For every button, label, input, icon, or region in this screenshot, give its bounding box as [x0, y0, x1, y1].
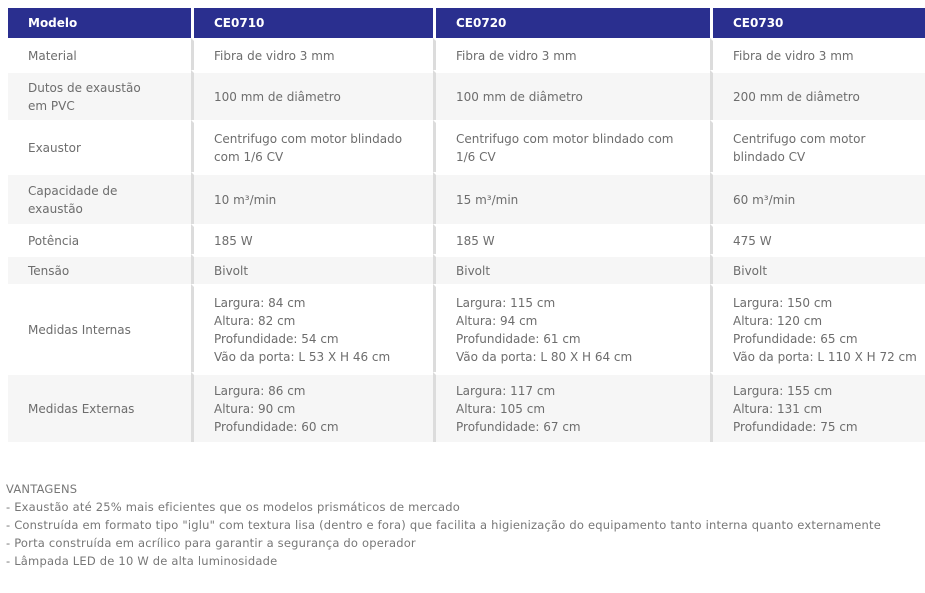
cell-line: Fibra de vidro 3 mm [733, 48, 854, 63]
cell-line: Profundidade: 65 cm [733, 331, 858, 346]
cell-value [710, 372, 925, 442]
cell-line: 15 m³/min [456, 192, 519, 207]
cell-line: Centrifugo com motor blindado com 1/6 CV [456, 131, 674, 164]
cell-value [433, 284, 710, 372]
cell-value [191, 254, 433, 284]
cell-line: Altura: 90 cm [214, 401, 296, 416]
cell-line: Altura: 105 cm [456, 401, 546, 416]
table-header-row [8, 8, 925, 38]
table-row [8, 284, 925, 372]
cell-value [191, 70, 433, 120]
row-label: Tensão [8, 254, 191, 284]
table-row [8, 38, 925, 70]
cell-value [710, 254, 925, 284]
table-row [8, 70, 925, 120]
cell-line: Vão da porta: L 110 X H 72 cm [733, 349, 917, 364]
cell-value [191, 172, 433, 224]
cell-line: Fibra de vidro 3 mm [456, 48, 577, 63]
cell-value [191, 284, 433, 372]
cell-value [433, 120, 710, 172]
table-row [8, 120, 925, 172]
specifications-table [8, 8, 925, 442]
cell-line: Bivolt [214, 263, 249, 278]
table-row [8, 172, 925, 224]
cell-line: 200 mm de diâmetro [733, 89, 860, 104]
row-label: Potência [8, 224, 191, 254]
header-ce0720: CE0720 [433, 8, 710, 38]
cell-line: Altura: 82 cm [214, 313, 296, 328]
cell-value [710, 70, 925, 120]
cell-line: Profundidade: 61 cm [456, 331, 581, 346]
cell-line: Centrifugo com motor blindado CV [733, 131, 866, 164]
cell-line: Largura: 84 cm [214, 295, 306, 310]
advantage-item: - Lâmpada LED de 10 W de alta luminosidade [6, 554, 278, 568]
row-label: Medidas Externas [8, 372, 191, 442]
cell-value [710, 120, 925, 172]
cell-line: Largura: 86 cm [214, 383, 306, 398]
table-row [8, 224, 925, 254]
cell-line: 100 mm de diâmetro [214, 89, 341, 104]
cell-value [710, 172, 925, 224]
cell-value [191, 38, 433, 70]
cell-value [433, 172, 710, 224]
row-label: Capacidade de exaustão [8, 172, 191, 224]
row-label: Exaustor [8, 120, 191, 172]
cell-line: Altura: 94 cm [456, 313, 538, 328]
cell-line: Altura: 131 cm [733, 401, 823, 416]
header-ce0710: CE0710 [191, 8, 433, 38]
cell-line: Profundidade: 54 cm [214, 331, 339, 346]
cell-line: Largura: 155 cm [733, 383, 833, 398]
cell-value [433, 38, 710, 70]
table-row [8, 254, 925, 284]
row-label: Dutos de exaustão em PVC [8, 70, 191, 120]
advantages-section [6, 480, 881, 570]
cell-line: Largura: 117 cm [456, 383, 556, 398]
row-label: Material [8, 38, 191, 70]
table-row [8, 372, 925, 442]
cell-line: Largura: 150 cm [733, 295, 833, 310]
cell-line: Altura: 120 cm [733, 313, 823, 328]
cell-value [710, 284, 925, 372]
cell-value [433, 224, 710, 254]
cell-line: Vão da porta: L 80 X H 64 cm [456, 349, 633, 364]
cell-line: 10 m³/min [214, 192, 277, 207]
cell-value [191, 372, 433, 442]
header-model: Modelo [8, 8, 191, 38]
cell-value [191, 120, 433, 172]
cell-line: Profundidade: 67 cm [456, 419, 581, 434]
cell-value [433, 372, 710, 442]
cell-line: 475 W [733, 233, 772, 248]
row-label: Medidas Internas [8, 284, 191, 372]
cell-line: Vão da porta: L 53 X H 46 cm [214, 349, 391, 364]
advantage-item: - Exaustão até 25% mais eficientes que os modelos prismáticos de mercado [6, 500, 461, 514]
advantage-item: - Porta construída em acrílico para garantir a segurança do operador [6, 536, 416, 550]
cell-line: 185 W [456, 233, 495, 248]
cell-line: Fibra de vidro 3 mm [214, 48, 335, 63]
cell-line: 185 W [214, 233, 253, 248]
cell-value [433, 70, 710, 120]
cell-line: Bivolt [456, 263, 491, 278]
advantage-item: - Construída em formato tipo "iglu" com textura lisa (dentro e fora) que facilita a higienização do equipamento tanto interna quanto externamente [6, 518, 881, 532]
header-ce0730: CE0730 [710, 8, 925, 38]
cell-line: Bivolt [733, 263, 768, 278]
cell-value [710, 38, 925, 70]
cell-line: Profundidade: 75 cm [733, 419, 858, 434]
cell-value [710, 224, 925, 254]
cell-value [191, 224, 433, 254]
cell-line: Centrifugo com motor blindado com 1/6 CV [214, 131, 403, 164]
cell-value [433, 254, 710, 284]
advantages-title: VANTAGENS [6, 482, 78, 496]
cell-line: Profundidade: 60 cm [214, 419, 339, 434]
cell-line: 100 mm de diâmetro [456, 89, 583, 104]
cell-line: Largura: 115 cm [456, 295, 556, 310]
cell-line: 60 m³/min [733, 192, 796, 207]
